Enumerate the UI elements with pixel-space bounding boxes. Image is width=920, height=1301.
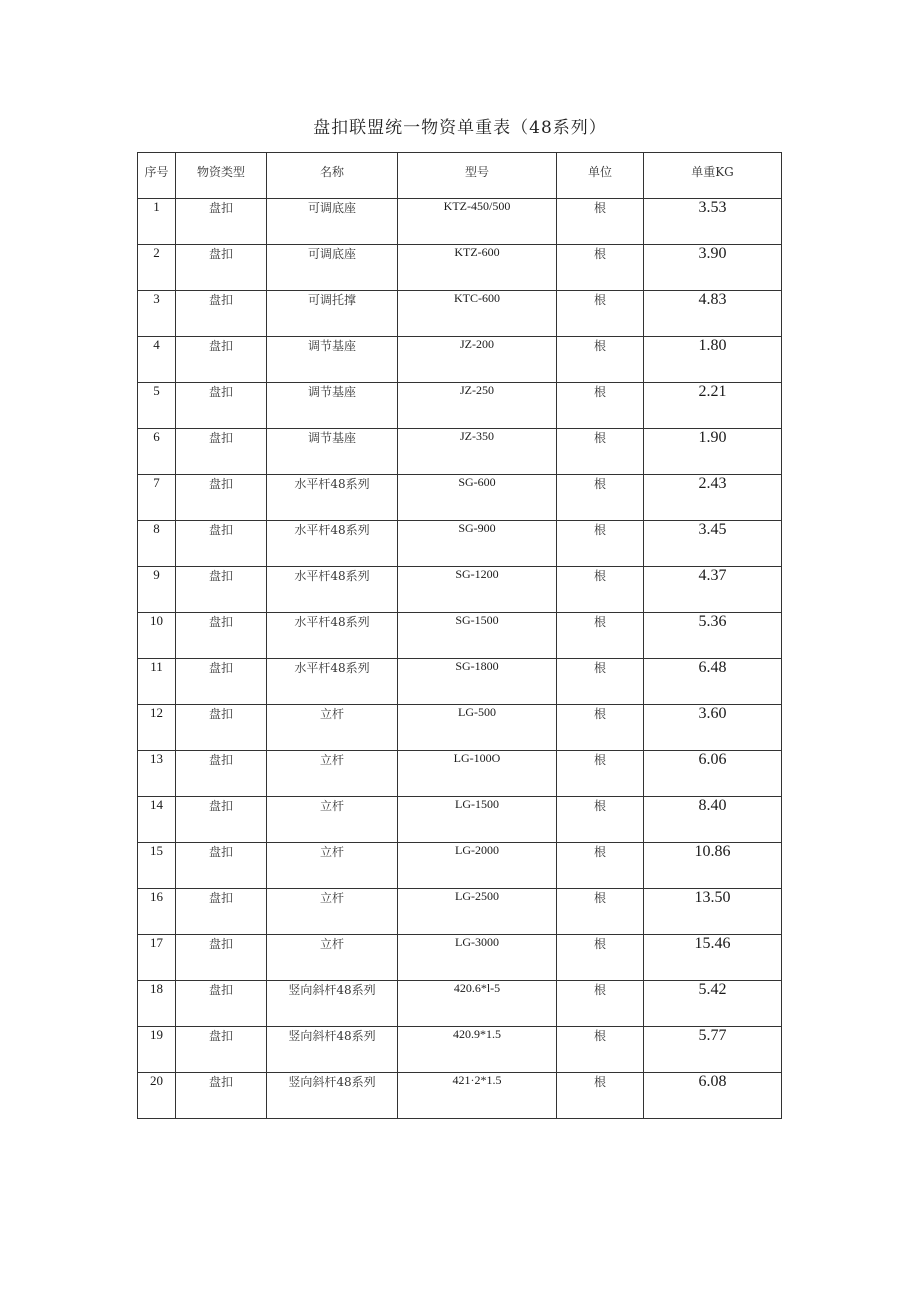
- cell-model: 421·2*1.5: [398, 1073, 557, 1119]
- cell-type: 盘扣: [176, 659, 267, 705]
- cell-name: 水平杆48系列: [267, 613, 398, 659]
- cell-model: LG-2500: [398, 889, 557, 935]
- cell-unit: 根: [557, 797, 644, 843]
- table-row: [138, 981, 782, 1027]
- cell-unit: 根: [557, 1027, 644, 1073]
- cell-no: 18: [138, 981, 176, 1027]
- cell-model: SG-600: [398, 475, 557, 521]
- header-row: [138, 153, 782, 199]
- cell-no: 16: [138, 889, 176, 935]
- header-unit: 单位: [557, 153, 644, 199]
- cell-weight: 2.21: [644, 383, 782, 429]
- cell-no: 5: [138, 383, 176, 429]
- cell-name: 可调托撑: [267, 291, 398, 337]
- table-row: [138, 337, 782, 383]
- cell-model: SG-1200: [398, 567, 557, 613]
- table-row: [138, 245, 782, 291]
- cell-weight: 6.08: [644, 1073, 782, 1119]
- cell-model: SG-1500: [398, 613, 557, 659]
- cell-type: 盘扣: [176, 475, 267, 521]
- cell-type: 盘扣: [176, 1073, 267, 1119]
- cell-type: 盘扣: [176, 935, 267, 981]
- table-header: [138, 153, 782, 199]
- table-row: [138, 1073, 782, 1119]
- table-row: [138, 797, 782, 843]
- cell-type: 盘扣: [176, 751, 267, 797]
- cell-name: 立杆: [267, 797, 398, 843]
- cell-type: 盘扣: [176, 337, 267, 383]
- page-title: 盘扣联盟统一物资单重表（48系列）: [313, 118, 607, 138]
- cell-no: 8: [138, 521, 176, 567]
- cell-type: 盘扣: [176, 843, 267, 889]
- cell-type: 盘扣: [176, 613, 267, 659]
- cell-unit: 根: [557, 383, 644, 429]
- cell-no: 4: [138, 337, 176, 383]
- cell-no: 13: [138, 751, 176, 797]
- cell-weight: 3.60: [644, 705, 782, 751]
- cell-name: 水平杆48系列: [267, 521, 398, 567]
- cell-unit: 根: [557, 337, 644, 383]
- cell-unit: 根: [557, 245, 644, 291]
- cell-unit: 根: [557, 429, 644, 475]
- cell-model: JZ-350: [398, 429, 557, 475]
- header-model: 型号: [398, 153, 557, 199]
- cell-type: 盘扣: [176, 1027, 267, 1073]
- cell-name: 立杆: [267, 705, 398, 751]
- cell-unit: 根: [557, 475, 644, 521]
- table-row: [138, 751, 782, 797]
- table-row: [138, 705, 782, 751]
- cell-unit: 根: [557, 981, 644, 1027]
- cell-no: 14: [138, 797, 176, 843]
- cell-model: LG-3000: [398, 935, 557, 981]
- table-row: [138, 843, 782, 889]
- cell-no: 1: [138, 199, 176, 245]
- header-type: 物资类型: [176, 153, 267, 199]
- cell-name: 立杆: [267, 843, 398, 889]
- table-row: [138, 383, 782, 429]
- cell-name: 水平杆48系列: [267, 567, 398, 613]
- table-row: [138, 291, 782, 337]
- cell-model: KTC-600: [398, 291, 557, 337]
- weight-table: [137, 152, 782, 1119]
- cell-unit: 根: [557, 567, 644, 613]
- table-row: [138, 475, 782, 521]
- cell-weight: 6.06: [644, 751, 782, 797]
- cell-no: 11: [138, 659, 176, 705]
- cell-model: SG-900: [398, 521, 557, 567]
- table-row: [138, 567, 782, 613]
- cell-weight: 4.37: [644, 567, 782, 613]
- cell-name: 调节基座: [267, 383, 398, 429]
- cell-model: LG-500: [398, 705, 557, 751]
- cell-unit: 根: [557, 935, 644, 981]
- cell-model: JZ-250: [398, 383, 557, 429]
- cell-type: 盘扣: [176, 383, 267, 429]
- header-weight: 单重KG: [644, 153, 782, 199]
- cell-name: 水平杆48系列: [267, 475, 398, 521]
- cell-name: 可调底座: [267, 199, 398, 245]
- cell-type: 盘扣: [176, 889, 267, 935]
- table-row: [138, 1027, 782, 1073]
- cell-no: 19: [138, 1027, 176, 1073]
- cell-type: 盘扣: [176, 567, 267, 613]
- cell-weight: 8.40: [644, 797, 782, 843]
- cell-unit: 根: [557, 1073, 644, 1119]
- cell-type: 盘扣: [176, 705, 267, 751]
- cell-weight: 10.86: [644, 843, 782, 889]
- cell-name: 立杆: [267, 889, 398, 935]
- cell-unit: 根: [557, 843, 644, 889]
- cell-name: 立杆: [267, 751, 398, 797]
- cell-weight: 13.50: [644, 889, 782, 935]
- table-row: [138, 659, 782, 705]
- cell-name: 竖向斜杆48系列: [267, 1073, 398, 1119]
- cell-unit: 根: [557, 889, 644, 935]
- table-body: [138, 199, 782, 1119]
- cell-no: 6: [138, 429, 176, 475]
- header-no: 序号: [138, 153, 176, 199]
- cell-name: 可调底座: [267, 245, 398, 291]
- cell-name: 竖向斜杆48系列: [267, 981, 398, 1027]
- cell-no: 9: [138, 567, 176, 613]
- cell-name: 调节基座: [267, 337, 398, 383]
- cell-weight: 3.90: [644, 245, 782, 291]
- cell-no: 10: [138, 613, 176, 659]
- cell-weight: 2.43: [644, 475, 782, 521]
- cell-weight: 4.83: [644, 291, 782, 337]
- cell-name: 立杆: [267, 935, 398, 981]
- cell-unit: 根: [557, 751, 644, 797]
- cell-model: 420.9*1.5: [398, 1027, 557, 1073]
- cell-weight: 1.80: [644, 337, 782, 383]
- table-row: [138, 199, 782, 245]
- cell-model: JZ-200: [398, 337, 557, 383]
- cell-no: 17: [138, 935, 176, 981]
- cell-weight: 1.90: [644, 429, 782, 475]
- cell-type: 盘扣: [176, 797, 267, 843]
- cell-unit: 根: [557, 291, 644, 337]
- cell-weight: 5.36: [644, 613, 782, 659]
- cell-type: 盘扣: [176, 199, 267, 245]
- cell-unit: 根: [557, 199, 644, 245]
- cell-type: 盘扣: [176, 245, 267, 291]
- table-row: [138, 935, 782, 981]
- cell-name: 水平杆48系列: [267, 659, 398, 705]
- cell-unit: 根: [557, 521, 644, 567]
- cell-unit: 根: [557, 613, 644, 659]
- cell-model: 420.6*l-5: [398, 981, 557, 1027]
- cell-model: LG-100O: [398, 751, 557, 797]
- cell-weight: 15.46: [644, 935, 782, 981]
- cell-unit: 根: [557, 659, 644, 705]
- cell-type: 盘扣: [176, 429, 267, 475]
- cell-name: 竖向斜杆48系列: [267, 1027, 398, 1073]
- header-name: 名称: [267, 153, 398, 199]
- cell-no: 12: [138, 705, 176, 751]
- cell-no: 20: [138, 1073, 176, 1119]
- cell-weight: 5.77: [644, 1027, 782, 1073]
- table-row: [138, 429, 782, 475]
- cell-name: 调节基座: [267, 429, 398, 475]
- cell-no: 3: [138, 291, 176, 337]
- cell-model: LG-1500: [398, 797, 557, 843]
- cell-model: KTZ-600: [398, 245, 557, 291]
- cell-weight: 5.42: [644, 981, 782, 1027]
- cell-type: 盘扣: [176, 981, 267, 1027]
- cell-type: 盘扣: [176, 291, 267, 337]
- cell-weight: 3.53: [644, 199, 782, 245]
- table-row: [138, 889, 782, 935]
- cell-weight: 6.48: [644, 659, 782, 705]
- cell-model: LG-2000: [398, 843, 557, 889]
- cell-type: 盘扣: [176, 521, 267, 567]
- cell-no: 2: [138, 245, 176, 291]
- cell-model: SG-1800: [398, 659, 557, 705]
- cell-no: 15: [138, 843, 176, 889]
- cell-unit: 根: [557, 705, 644, 751]
- table-row: [138, 613, 782, 659]
- cell-model: KTZ-450/500: [398, 199, 557, 245]
- cell-no: 7: [138, 475, 176, 521]
- table-row: [138, 521, 782, 567]
- cell-weight: 3.45: [644, 521, 782, 567]
